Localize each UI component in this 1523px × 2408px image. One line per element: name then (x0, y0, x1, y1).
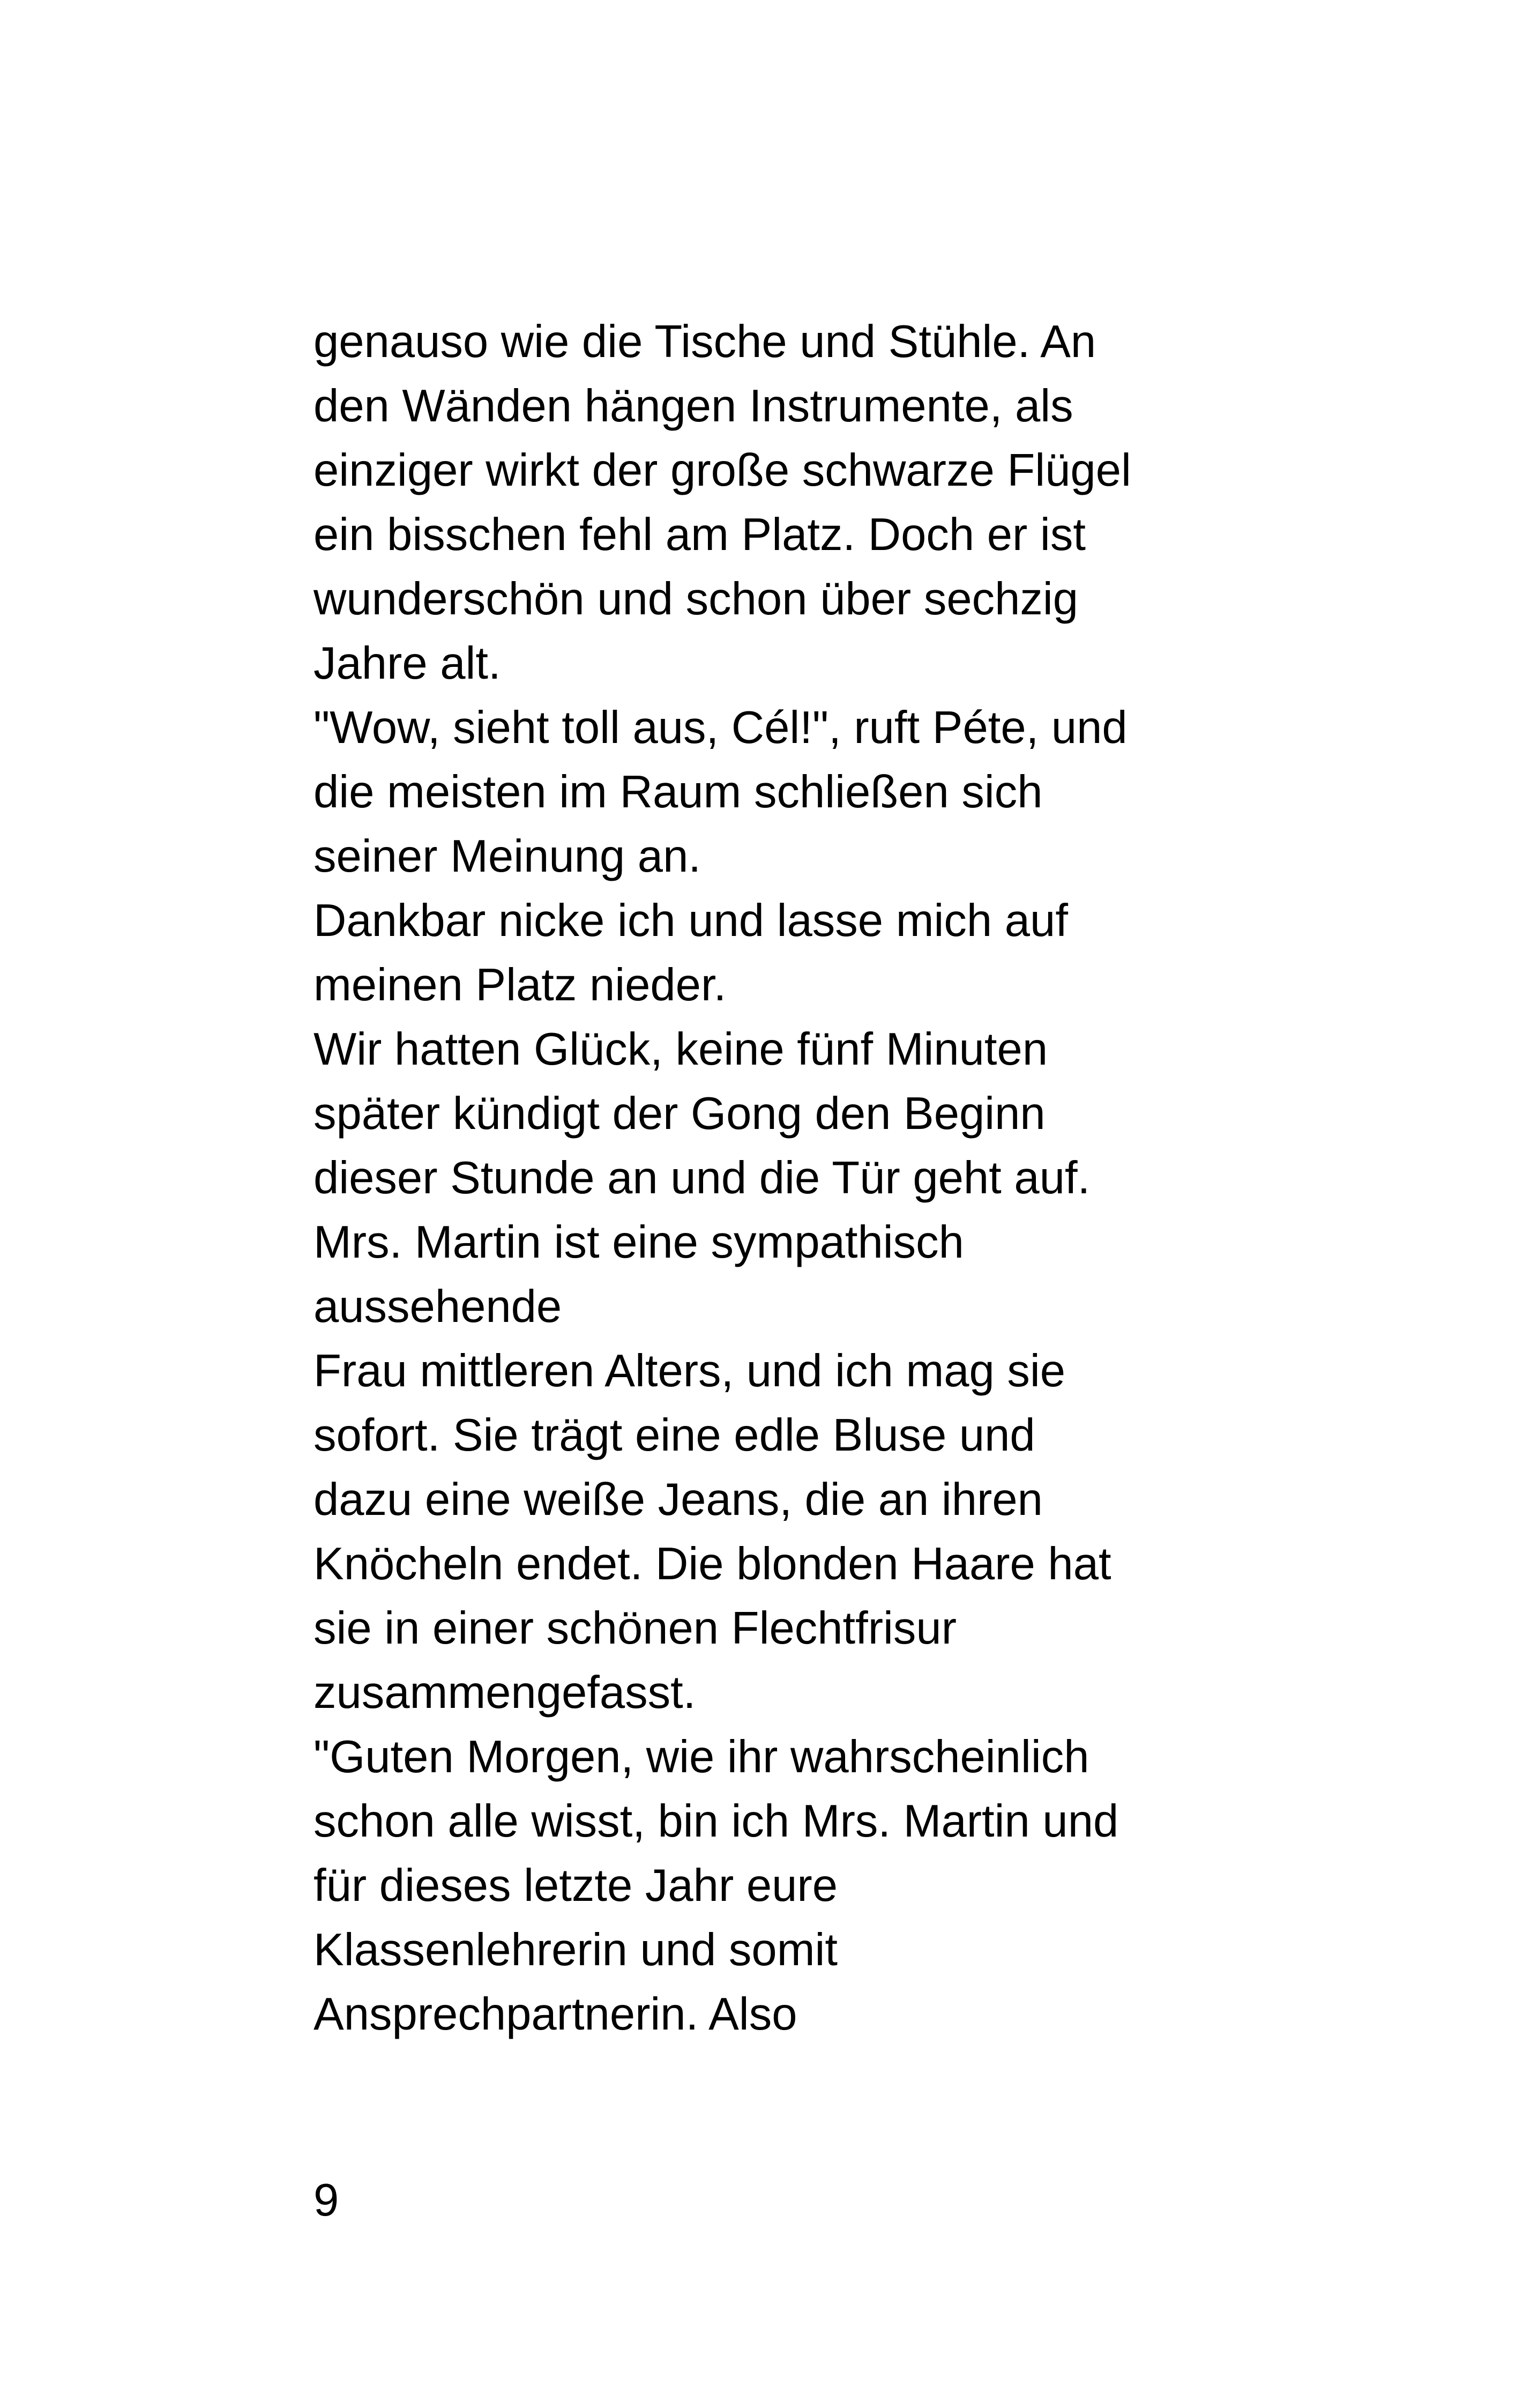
text-line: "Wow, sieht toll aus, Cél!", ruft Péte, und (313, 702, 1128, 753)
text-line: dazu eine weiße Jeans, die an ihren (313, 1474, 1043, 1525)
text-line: Frau mittleren Alters, und ich mag sie (313, 1346, 1066, 1396)
text-line: ein bisschen fehl am Platz. Doch er ist (313, 509, 1086, 560)
text-line: Dankbar nicke ich und lasse mich auf (313, 895, 1068, 946)
text-line: sie in einer schönen Flechtfrisur (313, 1603, 957, 1654)
text-line: zusammengefasst. (313, 1667, 696, 1718)
text-line: den Wänden hängen Instrumente, als (313, 381, 1073, 432)
page-number: 9 (313, 2175, 339, 2226)
text-line: die meisten im Raum schließen sich (313, 767, 1043, 817)
text-line: dieser Stunde an und die Tür geht auf. (313, 1153, 1091, 1203)
text-line: seiner Meinung an. (313, 831, 701, 882)
text-line: aussehende (313, 1281, 562, 1332)
text-line: genauso wie die Tische und Stühle. An (313, 316, 1096, 367)
text-line: Mrs. Martin ist eine sympathisch (313, 1217, 964, 1268)
text-line: für dieses letzte Jahr eure (313, 1860, 838, 1911)
text-line: Klassenlehrerin und somit (313, 1924, 838, 1975)
text-line: Wir hatten Glück, keine fünf Minuten (313, 1024, 1048, 1075)
body-text (313, 310, 1278, 2047)
text-line: wunderschön und schon über sechzig (313, 574, 1079, 625)
text-line: sofort. Sie trägt eine edle Bluse und (313, 1410, 1035, 1461)
text-line: schon alle wisst, bin ich Mrs. Martin und (313, 1796, 1119, 1847)
text-line: Ansprechpartnerin. Also (313, 1989, 797, 2040)
text-line: einziger wirkt der große schwarze Flügel (313, 445, 1131, 496)
text-line: Knöcheln endet. Die blonden Haare hat (313, 1539, 1111, 1589)
text-line: Jahre alt. (313, 638, 501, 689)
text-line: später kündigt der Gong den Beginn (313, 1088, 1046, 1139)
text-line: "Guten Morgen, wie ihr wahrscheinlich (313, 1731, 1089, 1782)
text-line: meinen Platz nieder. (313, 960, 727, 1010)
